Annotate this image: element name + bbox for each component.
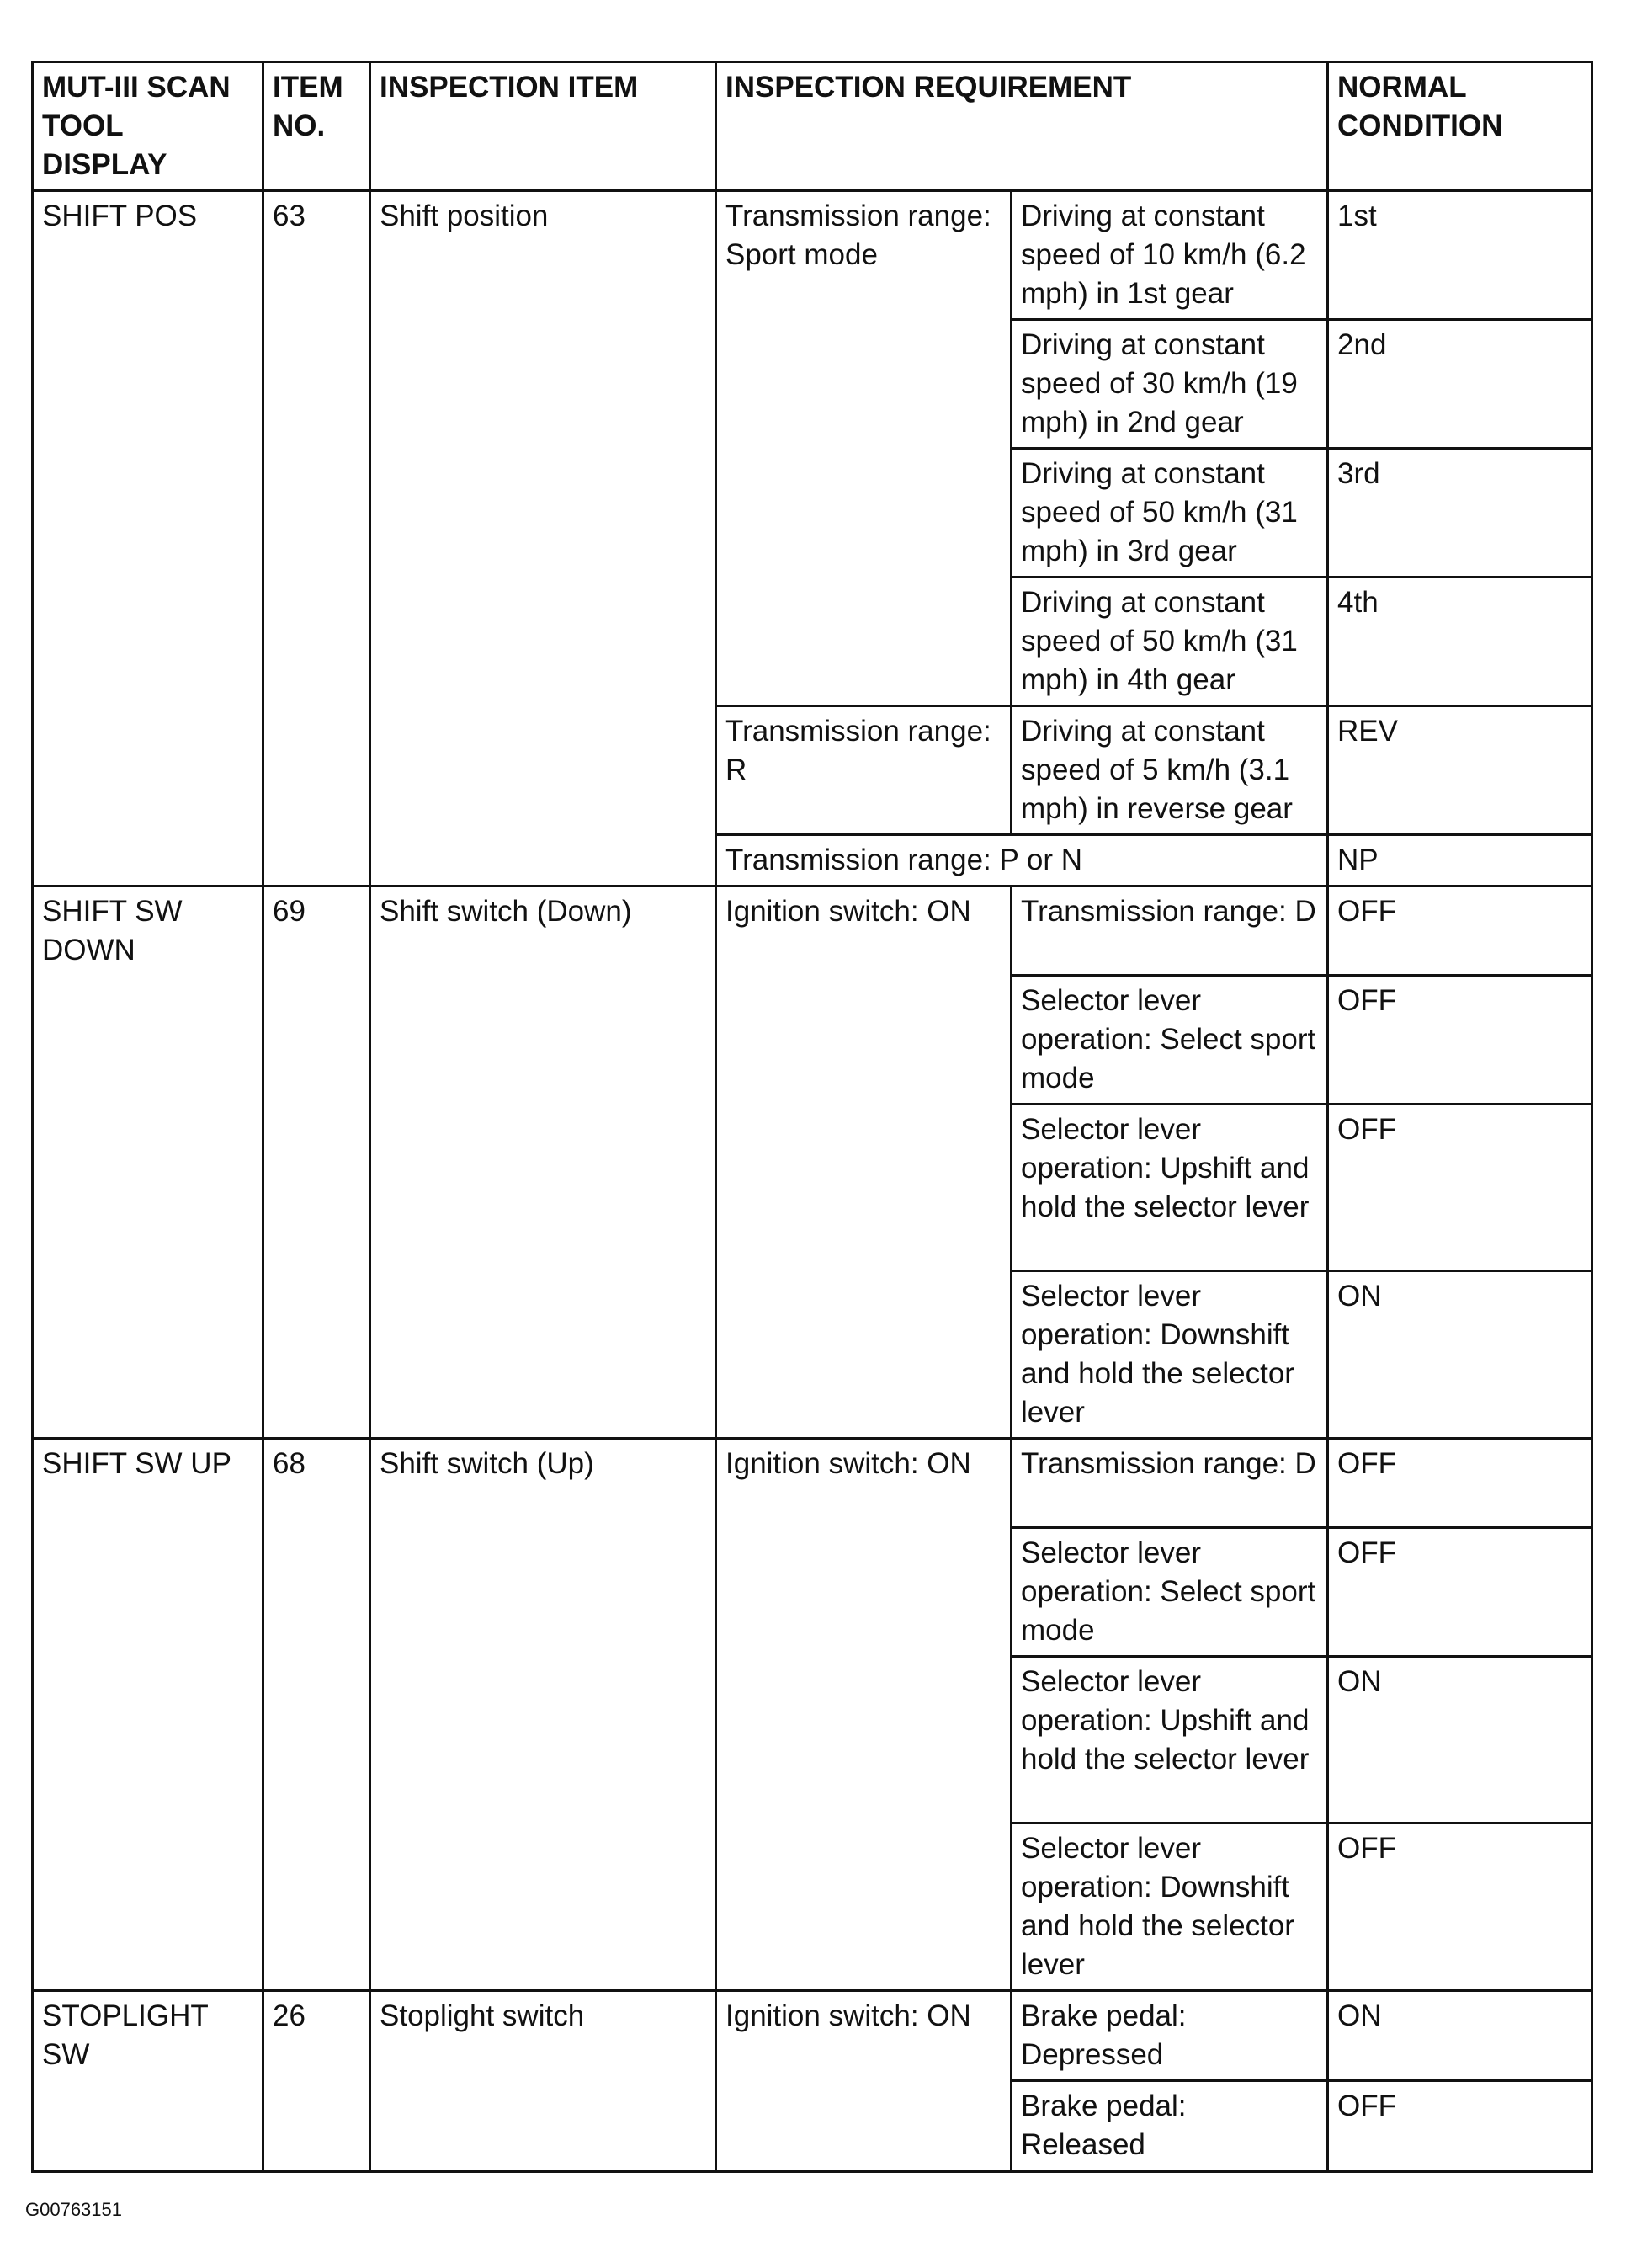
table-row [33, 1991, 1592, 2081]
normal-condition-cell: OFF [1328, 1528, 1592, 1657]
normal-condition-cell: ON [1328, 1271, 1592, 1439]
requirement-full-cell: Transmission range: P or N [716, 835, 1328, 886]
inspection-item-cell: Shift switch (Up) [370, 1439, 716, 1991]
normal-condition-cell: NP [1328, 835, 1592, 886]
item-no-cell: 63 [263, 191, 370, 886]
requirement-detail-cell: Selector lever operation: Select sport mode [1012, 1528, 1328, 1657]
normal-condition-cell: OFF [1328, 1105, 1592, 1271]
requirement-detail-cell: Driving at constant speed of 5 km/h (3.1 mph) in reverse gear [1012, 706, 1328, 835]
display-cell: SHIFT POS [33, 191, 263, 886]
normal-condition-cell: OFF [1328, 1439, 1592, 1528]
table-row [33, 886, 1592, 976]
normal-condition-cell: OFF [1328, 2081, 1592, 2172]
header-inspection-item: INSPECTION ITEM [370, 62, 716, 191]
table-row [33, 191, 1592, 320]
requirement-detail-cell: Selector lever operation: Upshift and hold the selector lever [1012, 1657, 1328, 1823]
header-normal-condition: NORMAL CONDITION [1328, 62, 1592, 191]
inspection-item-cell: Stoplight switch [370, 1991, 716, 2172]
requirement-detail-cell: Brake pedal: Depressed [1012, 1991, 1328, 2081]
display-cell: SHIFT SW UP [33, 1439, 263, 1991]
header-display: MUT-III SCAN TOOL DISPLAY [33, 62, 263, 191]
normal-condition-cell: REV [1328, 706, 1592, 835]
display-cell: STOPLIGHT SW [33, 1991, 263, 2172]
requirement-detail-cell: Selector lever operation: Downshift and hold the selector lever [1012, 1823, 1328, 1991]
normal-condition-cell: ON [1328, 1991, 1592, 2081]
requirement-condition-cell: Ignition switch: ON [716, 1991, 1012, 2172]
inspection-item-cell: Shift switch (Down) [370, 886, 716, 1439]
requirement-detail-cell: Driving at constant speed of 30 km/h (19 mph) in 2nd gear [1012, 320, 1328, 449]
header-row [33, 62, 1592, 191]
requirement-detail-cell: Transmission range: D [1012, 1439, 1328, 1528]
display-cell: SHIFT SW DOWN [33, 886, 263, 1439]
normal-condition-cell: 3rd [1328, 449, 1592, 578]
requirement-detail-cell: Selector lever operation: Upshift and hold the selector lever [1012, 1105, 1328, 1271]
normal-condition-cell: 2nd [1328, 320, 1592, 449]
requirement-condition-cell: Transmission range: R [716, 706, 1012, 835]
figure-id-label: G00763151 [25, 2199, 122, 2220]
requirement-detail-cell: Brake pedal: Released [1012, 2081, 1328, 2172]
requirement-detail-cell: Driving at constant speed of 50 km/h (31 mph) in 4th gear [1012, 578, 1328, 706]
normal-condition-cell: OFF [1328, 976, 1592, 1105]
inspection-item-cell: Shift position [370, 191, 716, 886]
requirement-detail-cell: Driving at constant speed of 50 km/h (31 mph) in 3rd gear [1012, 449, 1328, 578]
item-no-cell: 68 [263, 1439, 370, 1991]
item-no-cell: 69 [263, 886, 370, 1439]
normal-condition-cell: 4th [1328, 578, 1592, 706]
requirement-detail-cell: Selector lever operation: Select sport mode [1012, 976, 1328, 1105]
requirement-condition-cell: Ignition switch: ON [716, 886, 1012, 1439]
normal-condition-cell: ON [1328, 1657, 1592, 1823]
header-requirement: INSPECTION REQUIREMENT [716, 62, 1328, 191]
inspection-table [31, 61, 1593, 2173]
normal-condition-cell: OFF [1328, 886, 1592, 976]
item-no-cell: 26 [263, 1991, 370, 2172]
requirement-condition-cell: Transmission range: Sport mode [716, 191, 1012, 706]
requirement-condition-cell: Ignition switch: ON [716, 1439, 1012, 1991]
requirement-detail-cell: Transmission range: D [1012, 886, 1328, 976]
requirement-detail-cell: Driving at constant speed of 10 km/h (6.2 mph) in 1st gear [1012, 191, 1328, 320]
header-item-no: ITEM NO. [263, 62, 370, 191]
table-row [33, 1439, 1592, 1528]
normal-condition-cell: 1st [1328, 191, 1592, 320]
requirement-detail-cell: Selector lever operation: Downshift and hold the selector lever [1012, 1271, 1328, 1439]
normal-condition-cell: OFF [1328, 1823, 1592, 1991]
